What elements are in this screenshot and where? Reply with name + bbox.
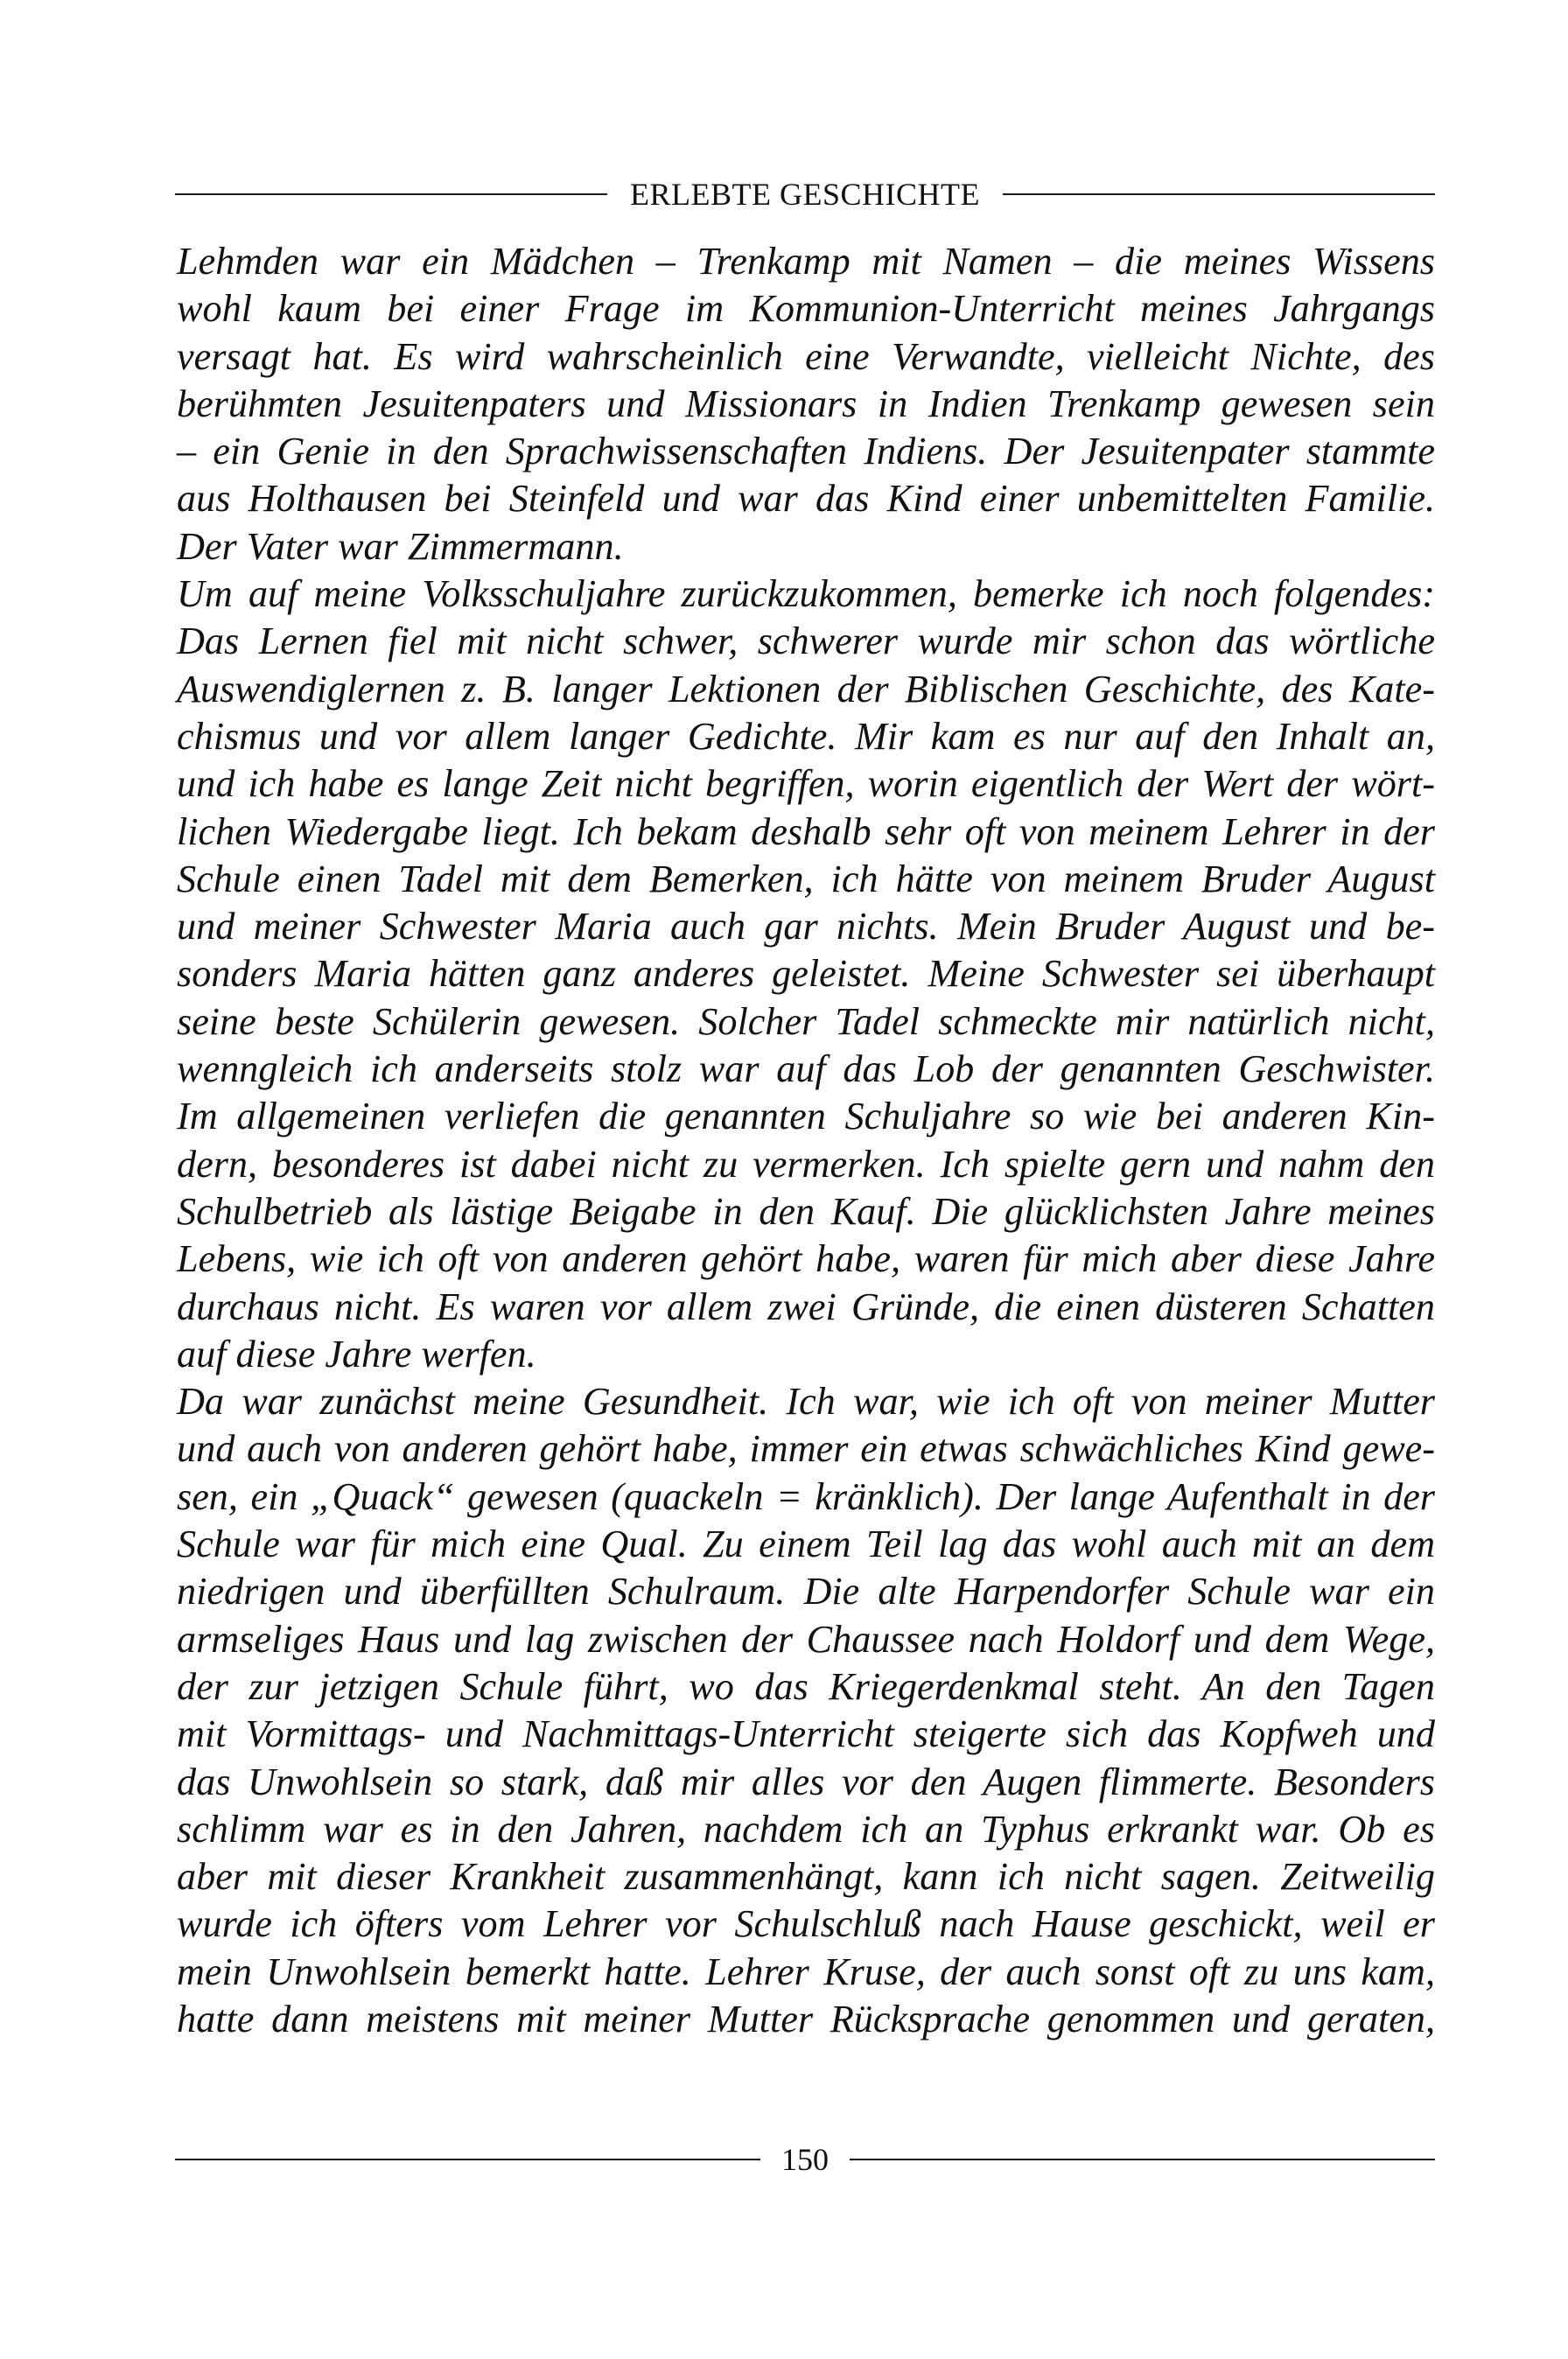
page-footer (175, 2135, 1435, 2184)
header-rule-right (1003, 193, 1435, 195)
text-line: versagt hat. Es wird wahrscheinlich eine Verwandte, vielleicht Nichte, des (177, 334, 1435, 378)
text-line: Schule einen Tadel mit dem Bemerken, ich hätte von meinem Bruder August (177, 857, 1435, 900)
text-line: Lehmden war ein Mädchen – Trenkamp mit Namen – die meines Wissens (177, 240, 1435, 283)
text-line: durchaus nicht. Es waren vor allem zwei Gründe, die einen düsteren Schatten (177, 1284, 1435, 1328)
text-line: dern, besonderes ist dabei nicht zu vermerken. Ich spielte gern und nahm den (177, 1142, 1435, 1186)
text-line: niedrigen und überfüllten Schulraum. Die alte Harpendorfer Schule war ein (177, 1570, 1435, 1614)
header-rule-left (175, 193, 607, 195)
text-line: sonders Maria hätten ganz anderes geleistet. Meine Schwester sei überhaupt (177, 952, 1435, 996)
text-line: Das Lernen fiel mit nicht schwer, schwerer wurde mir schon das wörtliche (177, 620, 1435, 663)
footer-rule-right (850, 2159, 1435, 2160)
body-text (177, 238, 1435, 2043)
text-line: Der Vater war Zimmermann. (177, 524, 624, 568)
text-line: und ich habe es lange Zeit nicht begriffen, worin eigentlich der Wert der wört- (177, 762, 1435, 806)
text-line: schlimm war es in den Jahren, nachdem ich an Typhus erkrankt war. Ob es (177, 1807, 1435, 1851)
text-line: das Unwohlsein so stark, daß mir alles vor den Augen flimmerte. Besonders (177, 1760, 1435, 1803)
text-line: armseliges Haus und lag zwischen der Chaussee nach Holdorf und dem Wege, (177, 1617, 1435, 1661)
text-line: – ein Genie in den Sprachwissenschaften Indiens. Der Jesuitenpater stammte (177, 430, 1435, 473)
text-line: wenngleich ich anderseits stolz war auf das Lob der genannten Geschwister. (177, 1047, 1435, 1091)
running-header-title: ERLEBTE GESCHICHTE (630, 177, 980, 212)
text-line: Da war zunächst meine Gesundheit. Ich war, wie ich oft von meiner Mutter (177, 1380, 1435, 1424)
text-line: Schule war für mich eine Qual. Zu einem Teil lag das wohl auch mit an dem (177, 1522, 1435, 1566)
text-line: mit Vormittags- und Nachmittags-Unterricht steigerte sich das Kopfweh und (177, 1712, 1435, 1756)
text-line: wurde ich öfters vom Lehrer vor Schulschluß nach Hause geschickt, weil er (177, 1902, 1435, 1946)
text-line: und auch von anderen gehört habe, immer ein etwas schwächliches Kind gewe- (177, 1427, 1435, 1471)
text-line: hatte dann meistens mit meiner Mutter Rücksprache genommen und geraten, (177, 1997, 1435, 2040)
text-line: und meiner Schwester Maria auch gar nichts. Mein Bruder August und be- (177, 905, 1435, 948)
text-line: wohl kaum bei einer Frage im Kommunion-Unterricht meines Jahrgangs (177, 287, 1435, 331)
text-line: lichen Wiedergabe liegt. Ich bekam deshalb sehr oft von meinem Lehrer in der (177, 809, 1435, 853)
text-line: seine beste Schülerin gewesen. Solcher Tadel schmeckte mir natürlich nicht, (177, 999, 1435, 1043)
text-line: Im allgemeinen verliefen die genannten Schuljahre so wie bei anderen Kin- (177, 1095, 1435, 1138)
text-line: auf diese Jahre werfen. (177, 1332, 536, 1376)
running-header (175, 170, 1435, 219)
footer-rule-left (175, 2159, 760, 2160)
text-line: aus Holthausen bei Steinfeld und war das Kind einer unbemittelten Familie. (177, 477, 1435, 521)
text-line: berühmten Jesuitenpaters und Missionars in Indien Trenkamp gewesen sein (177, 382, 1435, 425)
text-line: Um auf meine Volksschuljahre zurückzukommen, bemerke ich noch folgendes: (177, 572, 1435, 616)
text-line: Auswendiglernen z. B. langer Lektionen der Biblischen Geschichte, des Kate- (177, 667, 1435, 710)
text-line: sen, ein „Quack“ gewesen (quackeln = kränklich). Der lange Aufenthalt in der (177, 1474, 1435, 1518)
text-line: der zur jetzigen Schule führt, wo das Kriegerdenkmal steht. An den Tagen (177, 1664, 1435, 1708)
text-line: Schulbetrieb als lästige Beigabe in den Kauf. Die glücklichsten Jahre meines (177, 1189, 1435, 1233)
text-line: aber mit dieser Krankheit zusammenhängt, kann ich nicht sagen. Zeitweilig (177, 1855, 1435, 1899)
page-number: 150 (781, 2142, 829, 2177)
text-line: mein Unwohlsein bemerkt hatte. Lehrer Kruse, der auch sonst oft zu uns kam, (177, 1950, 1435, 1993)
text-line: chismus und vor allem langer Gedichte. Mir kam es nur auf den Inhalt an, (177, 714, 1435, 758)
text-line: Lebens, wie ich oft von anderen gehört habe, waren für mich aber diese Jahre (177, 1237, 1435, 1281)
